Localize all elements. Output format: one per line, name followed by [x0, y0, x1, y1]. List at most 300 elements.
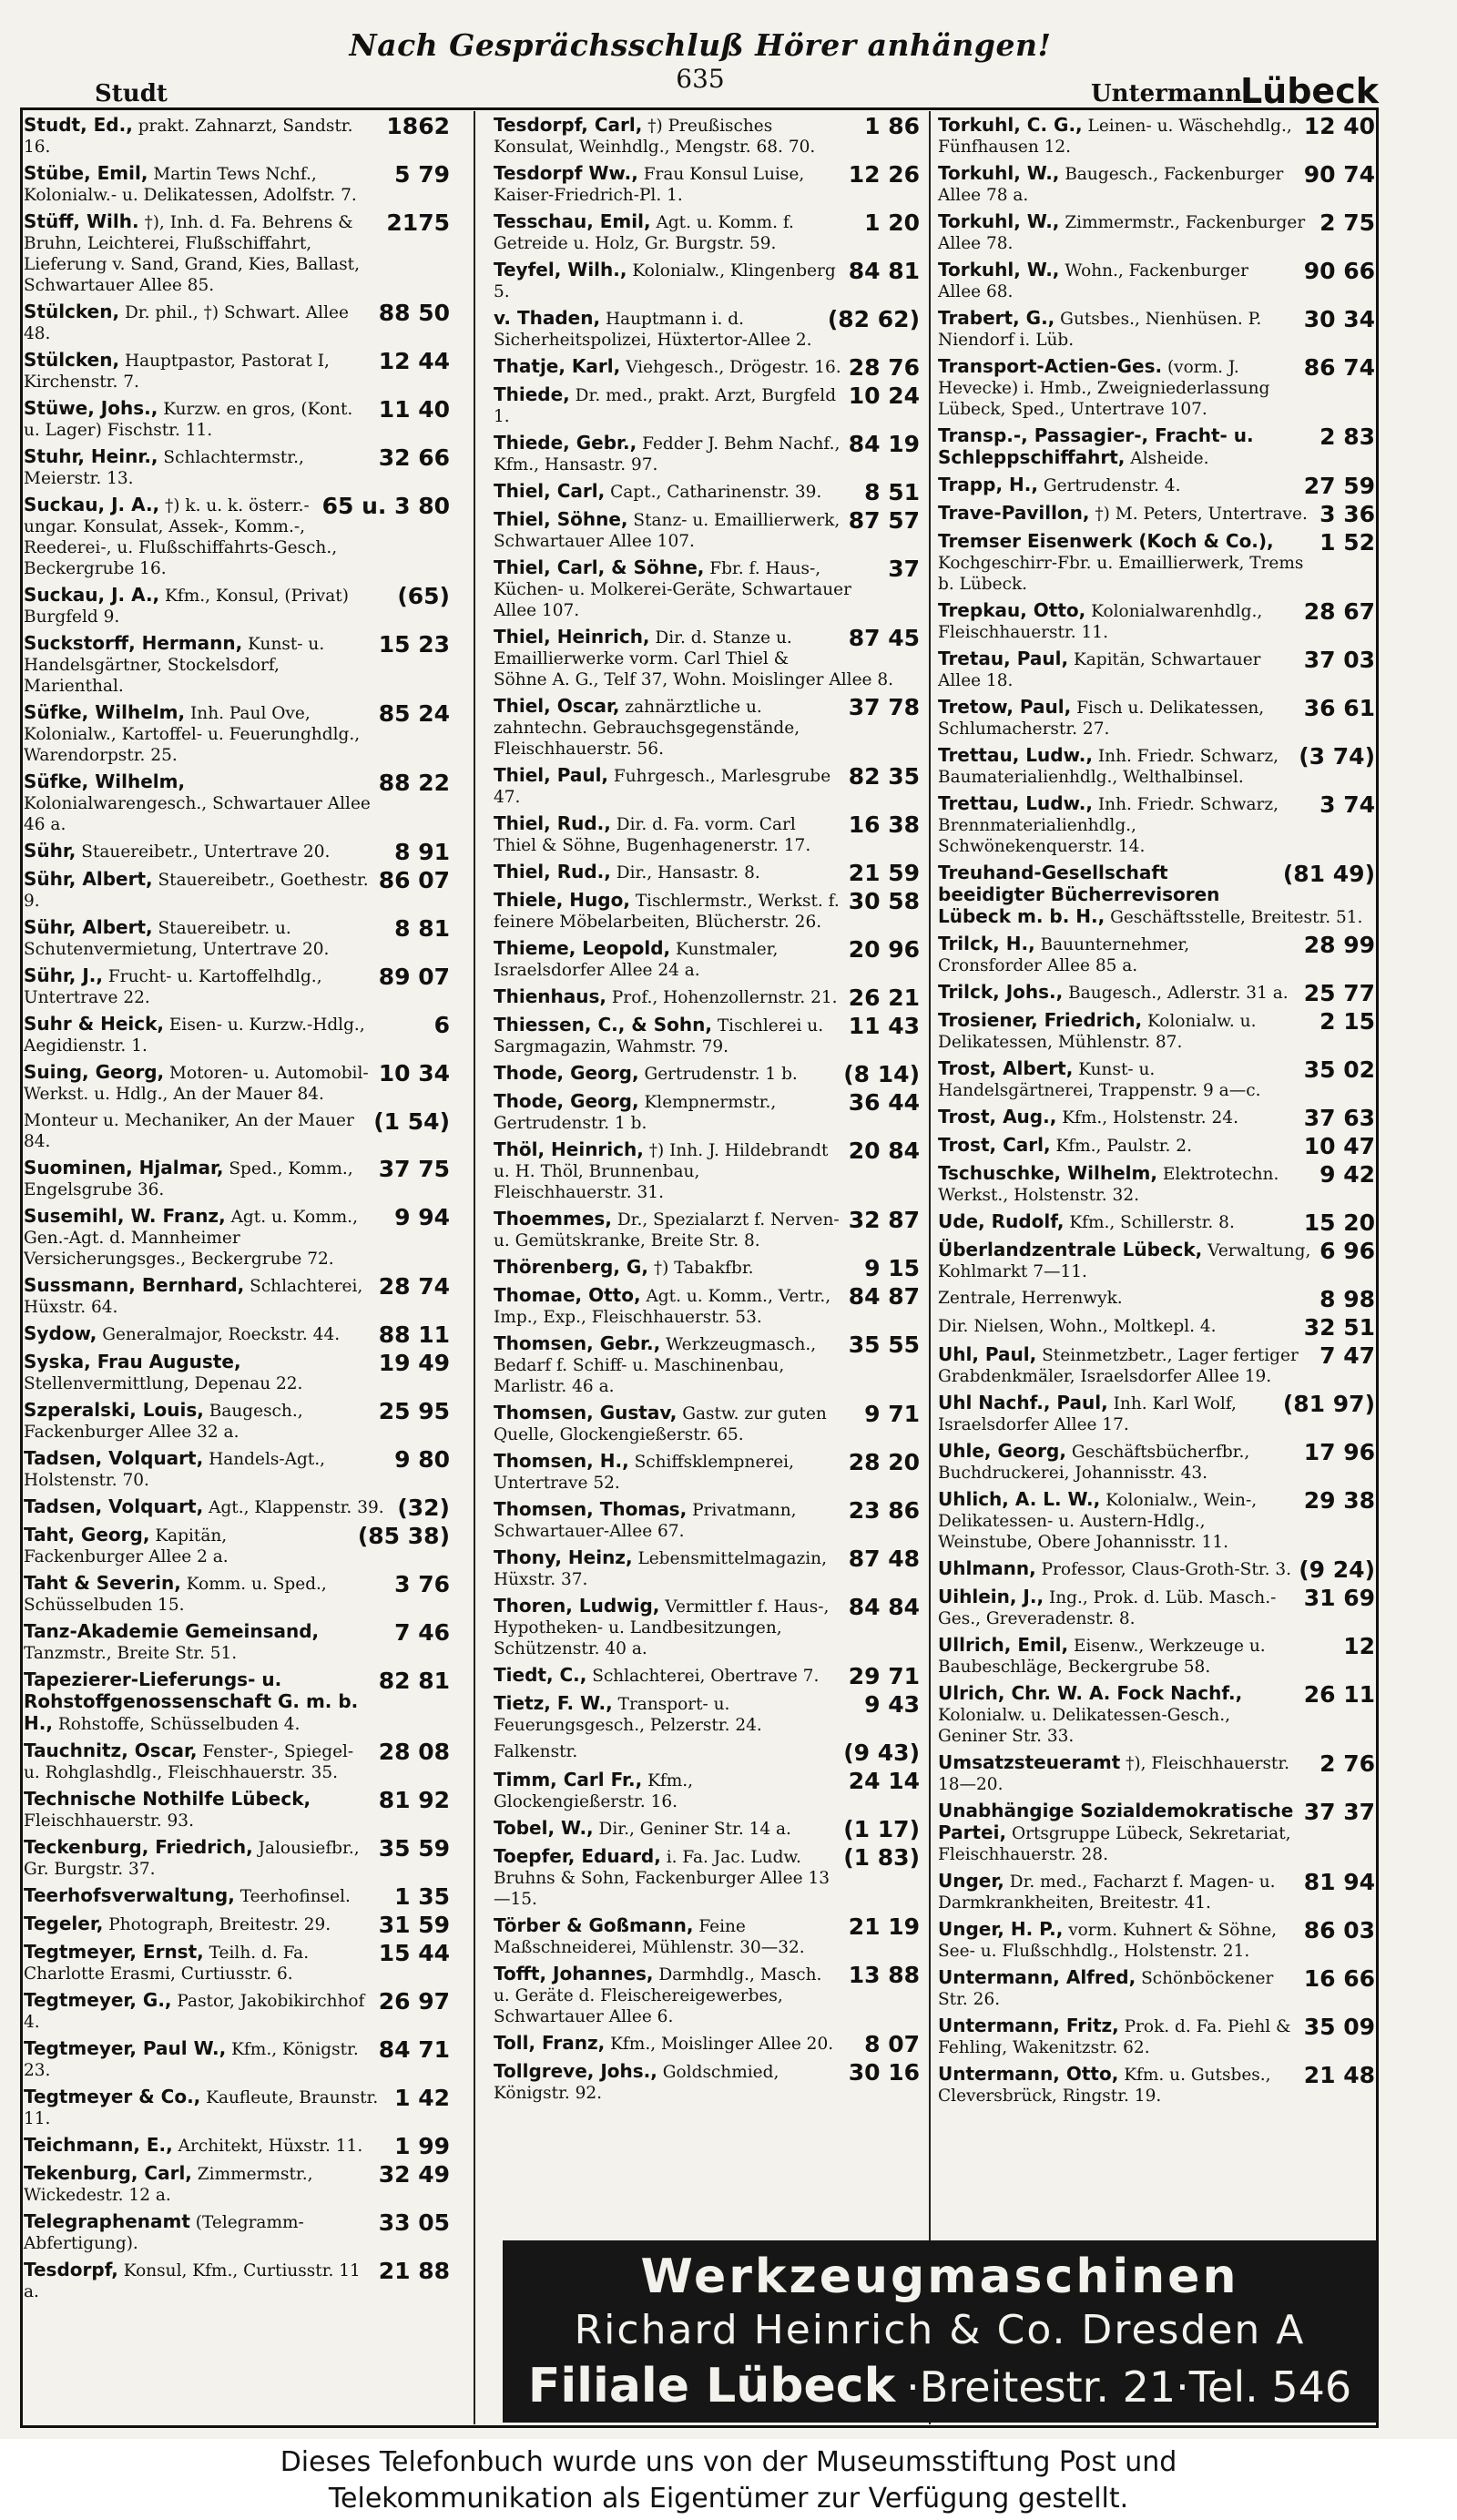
ad-branch-address: ·Breitestr. 21·Tel. 546	[906, 2362, 1352, 2412]
entry-phone-number: 13 88	[848, 1962, 920, 1988]
entry-details: Sped., Komm., Engelsgrube 36.	[24, 1159, 353, 1199]
entry-phone-number: 11 40	[378, 396, 450, 423]
entry-name: Süfke, Wilhelm,	[24, 701, 186, 723]
entry-details: Stauereibetr., Goethestr. 9.	[24, 871, 369, 911]
column-divider	[929, 111, 931, 2424]
entry-name: Toll, Franz,	[494, 2032, 606, 2054]
entry-phone-number: 32 66	[378, 444, 450, 471]
entry-details: Kochgeschirr-Fbr. u. Emaillierwerk, Trems b. Lübeck.	[938, 554, 1304, 594]
entry-phone-number: 81 94	[1303, 1869, 1375, 1895]
listing-entry	[938, 793, 1375, 857]
header-last-entry-word: Untermann	[1091, 80, 1242, 107]
entry-phone-number: 9 43	[864, 1691, 920, 1718]
entry-details: Viehgesch., Drögestr. 16.	[626, 358, 841, 377]
entry-name: Tesdorpf Ww.,	[494, 162, 638, 184]
entry-phone-number: 37 37	[1303, 1799, 1375, 1825]
entry-details: Fuhrgesch., Marlesgrube 47.	[494, 767, 831, 807]
entry-phone-number: 82 81	[378, 1668, 450, 1694]
listing-entry	[494, 1015, 920, 1057]
listing-entry	[494, 1499, 920, 1542]
entry-name: Thienhaus,	[494, 985, 607, 1007]
entry-details: Kfm., Glockengießerstr. 16.	[494, 1771, 694, 1811]
entry-details: Dr. phil., †) Schwart. Allee 48.	[24, 303, 349, 343]
entry-details: Tischlermstr., Werkst. f. feinere Möbelarbeiten, Blücherstr. 26.	[494, 892, 840, 932]
entry-phone-number: 9 71	[864, 1401, 920, 1427]
listing-entry	[938, 1288, 1375, 1311]
listing-entry	[494, 1693, 920, 1736]
listing-entry	[494, 1846, 920, 1910]
entry-name: Uihlein, J.,	[938, 1586, 1044, 1607]
header-city: Lübeck	[1239, 71, 1379, 111]
entry-details: Kunst- u. Handelsgärtner, Stockelsdorf, Marienthal.	[24, 635, 325, 696]
entry-phone-number: 87 57	[848, 507, 920, 534]
page-header	[22, 27, 1379, 109]
entry-phone-number: 28 20	[848, 1449, 920, 1475]
entry-details: Stauereibetr. u. Schutenvermietung, Untertrave 20.	[24, 919, 330, 959]
listing-entry	[938, 1441, 1375, 1484]
entry-details: Capt., Catharinenstr. 39.	[610, 483, 822, 502]
entry-phone-number: 15 44	[378, 1940, 450, 1966]
listing-entry	[494, 260, 920, 302]
listing-entry	[938, 503, 1375, 525]
entry-details: Kolonialw. u. Delikatessen-Gesch., Geniner Str. 33.	[938, 1706, 1230, 1746]
listing-entry	[938, 982, 1375, 1005]
entry-phone-number: 2 83	[1319, 423, 1375, 450]
entry-name: Uhle, Georg,	[938, 1440, 1066, 1462]
listing-entry	[24, 2086, 450, 2129]
entry-details: Inh. Paul Ove, Kolonialw., Kartoffel- u. Feuerunghdlg., Warendorpstr. 25.	[24, 704, 361, 765]
entry-phone-number: 28 67	[1303, 598, 1375, 625]
listing-entry	[938, 934, 1375, 976]
entry-name: Stüwe, Johs.,	[24, 397, 158, 419]
listing-entry	[938, 474, 1375, 497]
entry-phone-number: 28 99	[1303, 932, 1375, 958]
entry-name: Thomsen, Gebr.,	[494, 1332, 661, 1354]
entry-phone-number: (81 49)	[1282, 861, 1375, 887]
entry-details: Inh. Karl Wolf, Israelsdorfer Allee 17.	[938, 1394, 1237, 1434]
entry-name: Unabhängige Sozialdemokratische Partei,	[938, 1800, 1294, 1843]
listing-entry	[494, 1964, 920, 2027]
listing-entry	[938, 115, 1375, 158]
listing-column-1	[24, 115, 450, 2419]
listing-entry	[24, 211, 450, 296]
listing-entry	[494, 163, 920, 206]
entry-details: Kunst- u. Handelsgärtnerei, Trappenstr. 9 a—c.	[938, 1060, 1261, 1100]
listing-entry	[494, 765, 920, 808]
entry-details: Monteur u. Mechaniker, An der Mauer 84.	[24, 1111, 354, 1151]
entry-phone-number: 84 87	[848, 1283, 920, 1310]
entry-name: v. Thaden,	[494, 307, 601, 329]
entry-name: Tegtmeyer, G.,	[24, 1989, 172, 2011]
entry-name: Tremser Eisenwerk (Koch & Co.),	[938, 530, 1274, 552]
listing-entry	[494, 986, 920, 1009]
listing-entry	[494, 557, 920, 621]
entry-details: Wohn., Fackenburger Allee 68.	[938, 261, 1248, 301]
entry-phone-number: 89 07	[378, 964, 450, 990]
listing-entry	[494, 1915, 920, 1958]
entry-phone-number: 33 05	[378, 2209, 450, 2236]
entry-name: Ude, Rudolf,	[938, 1210, 1065, 1232]
entry-details: prakt. Zahnarzt, Sandstr. 16.	[24, 117, 353, 157]
entry-details: Alsheide.	[1130, 449, 1209, 468]
listing-entry	[24, 1062, 450, 1105]
entry-phone-number: 7 46	[394, 1619, 450, 1646]
entry-name: Trettau, Ludw.,	[938, 744, 1093, 766]
listing-entry	[938, 1010, 1375, 1053]
entry-phone-number: 2 76	[1319, 1750, 1375, 1777]
listing-entry	[938, 648, 1375, 691]
entry-details: Kfm., Paulstr. 2.	[1055, 1137, 1192, 1156]
listing-entry	[938, 1586, 1375, 1629]
entry-phone-number: 35 02	[1303, 1056, 1375, 1083]
entry-phone-number: (1 83)	[843, 1844, 920, 1871]
entry-name: Trosiener, Friedrich,	[938, 1009, 1143, 1031]
entry-name: Ulrich, Chr. W. A. Fock Nachf.,	[938, 1682, 1243, 1704]
entry-name: Törber & Goßmann,	[494, 1914, 694, 1936]
listing-entry	[24, 398, 450, 441]
entry-name: Suominen, Hjalmar,	[24, 1157, 224, 1178]
entry-name: Unger,	[938, 1870, 1004, 1892]
entry-details: Martin Tews Nchf., Kolonialw.- u. Delikatessen, Adolfstr. 7.	[24, 165, 357, 205]
entry-phone-number: 30 16	[848, 2059, 920, 2086]
listing-entry	[24, 1885, 450, 1908]
footer-credit	[0, 2439, 1457, 2520]
listing-entry	[938, 1316, 1375, 1339]
entry-phone-number: 29 38	[1303, 1487, 1375, 1514]
entry-phone-number: 3 36	[1319, 501, 1375, 527]
entry-name: Trilck, H.,	[938, 933, 1035, 954]
entry-phone-number: 10 47	[1303, 1133, 1375, 1159]
entry-name: Thiede,	[494, 383, 570, 405]
entry-phone-number: 87 48	[848, 1546, 920, 1572]
entry-name: Taht & Severin,	[24, 1572, 181, 1594]
entry-phone-number: 81 92	[378, 1787, 450, 1813]
entry-phone-number: 27 59	[1303, 473, 1375, 499]
entry-name: Trepkau, Otto,	[938, 599, 1086, 621]
listing-entry	[938, 260, 1375, 302]
entry-name: Thiede, Gebr.,	[494, 432, 637, 454]
entry-details: Gertrudenstr. 1 b.	[644, 1065, 798, 1084]
listing-entry	[24, 1275, 450, 1318]
entry-name: Sussmann, Bernhard,	[24, 1274, 245, 1296]
entry-name: Suhr & Heick,	[24, 1013, 165, 1035]
entry-details: Ortsgruppe Lübeck, Sekretariat, Fleischhauerstr. 28.	[938, 1824, 1291, 1864]
entry-name: Thoemmes,	[494, 1208, 612, 1229]
listing-entry	[24, 495, 450, 579]
listing-entry	[494, 481, 920, 504]
entry-details: vorm. Kuhnert & Söhne, See- u. Flußschhdlg., Holstenstr. 21.	[938, 1921, 1278, 1961]
entry-details: Lebensmittelmagazin, Hüxstr. 37.	[494, 1549, 827, 1589]
listing-entry	[24, 841, 450, 863]
entry-details: Schlachterei, Obertrave 7.	[592, 1667, 820, 1686]
listing-entry	[24, 1014, 450, 1056]
entry-details: Eisen- u. Kurzw.-Hdlg., Aegidienstr. 1.	[24, 1015, 365, 1056]
entry-details: Dir. d. Fa. vorm. Carl Thiel & Söhne, Bugenhagenerstr. 17.	[494, 815, 811, 855]
entry-phone-number: 88 22	[378, 770, 450, 796]
listing-entry	[494, 1257, 920, 1280]
entry-phone-number: (82 62)	[827, 306, 920, 332]
entry-name: Thiele, Hugo,	[494, 889, 630, 911]
listing-entry	[494, 1665, 920, 1688]
listing-entry	[494, 1741, 920, 1764]
entry-phone-number: 21 59	[848, 860, 920, 886]
entry-phone-number: 30 58	[848, 888, 920, 914]
listing-entry	[24, 1400, 450, 1443]
entry-details: Pastor, Jakobikirchhof 4.	[24, 1992, 365, 2032]
entry-name: Tegtmeyer, Paul W.,	[24, 2037, 227, 2059]
entry-phone-number: 15 23	[378, 631, 450, 658]
listing-entry	[494, 1285, 920, 1328]
entry-name: Thiel, Heinrich,	[494, 626, 650, 648]
entry-name: Thöl, Heinrich,	[494, 1138, 644, 1160]
column-divider	[474, 111, 475, 2424]
entry-phone-number: 2 15	[1319, 1008, 1375, 1035]
entry-name: Thomae, Otto,	[494, 1284, 641, 1306]
entry-details: Zimmermstr., Fackenburger Allee 78.	[938, 213, 1306, 253]
entry-phone-number: 1 99	[394, 2133, 450, 2159]
entry-name: Trost, Aug.,	[938, 1106, 1057, 1127]
entry-name: Torkuhl, C. G.,	[938, 114, 1083, 136]
listing-entry	[24, 2135, 450, 2158]
listing-entry	[494, 627, 920, 690]
entry-details: Kolonialw. u. Delikatessen, Mühlenstr. 87.	[938, 1012, 1257, 1052]
entry-phone-number: 28 08	[378, 1739, 450, 1765]
entry-phone-number: 9 15	[864, 1255, 920, 1281]
header-first-entry-word: Studt	[95, 80, 168, 107]
entry-name: Tretau, Paul,	[938, 648, 1069, 669]
entry-phone-number: 90 66	[1303, 258, 1375, 284]
listing-entry	[24, 1573, 450, 1616]
listing-entry	[494, 308, 920, 351]
entry-name: Teckenburg, Friedrich,	[24, 1836, 253, 1858]
listing-entry	[938, 1801, 1375, 1865]
entry-name: Studt, Ed.,	[24, 114, 133, 136]
entry-details: †) Preußisches Konsulat, Weinhdlg., Mengstr. 68. 70.	[494, 117, 816, 157]
entry-details: Frau Konsul Luise, Kaiser-Friedrich-Pl. 1.	[494, 165, 805, 205]
entry-details: †), Inh. d. Fa. Behrens & Bruhn, Leichterei, Flußschiffahrt, Lieferung v. Sand, Grand, Kies, Ballast, Schwartauer Allee 85.	[24, 213, 360, 295]
listing-entry	[938, 1163, 1375, 1206]
entry-name: Sydow,	[24, 1322, 97, 1344]
listing-entry	[24, 1525, 450, 1567]
entry-phone-number: 5 79	[394, 161, 450, 188]
entry-name: Tesdorpf,	[24, 2259, 118, 2280]
listing-entry	[494, 1818, 920, 1841]
entry-name: Telegraphenamt	[24, 2210, 190, 2232]
listing-entry	[938, 531, 1375, 595]
listing-entry	[24, 633, 450, 697]
entry-phone-number: 85 24	[378, 700, 450, 727]
entry-name: Thomsen, Thomas,	[494, 1498, 688, 1520]
entry-name: Untermann, Alfred,	[938, 1966, 1136, 1988]
listing-entry	[494, 938, 920, 981]
entry-name: Tegtmeyer, Ernst,	[24, 1941, 204, 1963]
entry-details: †) Tabakfbr.	[653, 1259, 754, 1278]
entry-phone-number: 86 74	[1303, 354, 1375, 381]
entry-phone-number: 9 94	[394, 1204, 450, 1230]
entry-name: Thony, Heinz,	[494, 1546, 633, 1568]
listing-entry	[24, 585, 450, 627]
entry-details: Kunstmaler, Israelsdorfer Allee 24 a.	[494, 940, 779, 980]
entry-phone-number: 21 88	[378, 2258, 450, 2284]
entry-details: Kfm., Holstenstr. 24.	[1062, 1108, 1238, 1127]
listing-entry	[24, 1837, 450, 1880]
listing-entry	[494, 1139, 920, 1203]
entry-phone-number: 37 78	[848, 694, 920, 720]
entry-phone-number: 15 20	[1303, 1209, 1375, 1236]
entry-name: Thiel, Carl, & Söhne,	[494, 556, 705, 578]
entry-details: Kurzw. en gros, (Kont. u. Lager) Fischstr. 11.	[24, 400, 353, 440]
entry-name: Teyfel, Wilh.,	[494, 259, 627, 281]
entry-details: Hauptmann i. d. Sicherheitspolizei, Hüxtertor-Allee 2.	[494, 310, 812, 350]
entry-phone-number: (85 38)	[357, 1523, 450, 1549]
entry-details: †) M. Peters, Untertrave.	[1095, 505, 1308, 524]
listing-entry	[24, 1990, 450, 2033]
entry-details: Zentrale, Herrenwyk.	[938, 1289, 1123, 1308]
entry-name: Torkuhl, W.,	[938, 210, 1060, 232]
entry-phone-number: (9 24)	[1299, 1556, 1375, 1583]
entry-details: Verwaltung, Kohlmarkt 7—11.	[938, 1241, 1311, 1281]
listing-entry	[24, 446, 450, 489]
listing-entry	[938, 1058, 1375, 1101]
entry-details: Goldschmied, Königstr. 92.	[494, 2063, 779, 2103]
entry-details: Elektrotechn. Werkst., Holstenstr. 32.	[938, 1165, 1279, 1205]
entry-details: Fenster-, Spiegel- u. Rohglashdlg., Fleischhauerstr. 35.	[24, 1742, 354, 1782]
listing-entry	[24, 1448, 450, 1491]
listing-entry	[938, 1393, 1375, 1435]
listing-entry	[24, 2260, 450, 2302]
entry-name: Treuhand-Gesellschaft beeidigter Bücherrevisoren Lübeck m. b. H.,	[938, 862, 1220, 927]
listing-entry	[494, 1451, 920, 1494]
entry-details: Fbr. f. Haus-, Küchen- u. Molkerei-Geräte, Schwartauer Allee 107.	[494, 559, 851, 620]
ad-branch	[503, 2357, 1377, 2426]
entry-phone-number: 12 44	[378, 348, 450, 374]
listing-entry	[24, 917, 450, 960]
entry-details: Kfm., Moislinger Allee 20.	[610, 2035, 834, 2054]
entry-name: Technische Nothilfe Lübeck,	[24, 1788, 311, 1810]
listing-entry	[938, 1135, 1375, 1158]
listing-entry	[24, 1789, 450, 1831]
entry-details: i. Fa. Jac. Ludw. Bruhns & Sohn, Fackenburger Allee 13—15.	[494, 1848, 830, 1909]
entry-phone-number: 11 43	[848, 1013, 920, 1039]
entry-name: Sühr, J.,	[24, 964, 104, 986]
entry-phone-number: 17 96	[1303, 1439, 1375, 1465]
entry-details: Baugesch., Fackenburger Allee 32 a.	[24, 1402, 303, 1442]
entry-details: Kapitän, Fackenburger Allee 2 a.	[24, 1526, 229, 1566]
entry-details: Kfm., Konsul, (Privat) Burgfeld 9.	[24, 587, 349, 627]
entry-phone-number: 8 51	[864, 479, 920, 505]
entry-name: Thiel, Rud.,	[494, 861, 611, 883]
entry-details: Falkenstr.	[494, 1742, 578, 1761]
listing-entry	[494, 1333, 920, 1397]
listing-entry	[938, 1489, 1375, 1553]
entry-name: Trost, Albert,	[938, 1057, 1074, 1079]
entry-phone-number: 29 71	[848, 1663, 920, 1689]
entry-details: Fleischhauerstr. 93.	[24, 1811, 194, 1831]
entry-details: Kfm. u. Gutsbes., Cleversbrück, Ringstr. 19.	[938, 2066, 1271, 2106]
listing-entry	[494, 384, 920, 427]
entry-name: Syska, Frau Auguste,	[24, 1351, 241, 1372]
entry-phone-number: 12 26	[848, 161, 920, 188]
listing-entry	[494, 1403, 920, 1445]
entry-phone-number: 82 35	[848, 763, 920, 790]
entry-name: Tesdorpf, Carl,	[494, 114, 643, 136]
listing-entry	[24, 1352, 450, 1394]
listing-entry	[938, 1240, 1375, 1282]
listing-entry	[24, 1669, 450, 1735]
listing-entry	[494, 1091, 920, 1134]
entry-phone-number: 37 63	[1303, 1105, 1375, 1131]
entry-name: Suckau, J. A.,	[24, 584, 160, 606]
entry-name: Uhl, Paul,	[938, 1343, 1037, 1365]
entry-phone-number: 10 34	[378, 1060, 450, 1087]
entry-name: Uhlich, A. L. W.,	[938, 1488, 1101, 1510]
entry-phone-number: 1 42	[394, 2085, 450, 2111]
entry-phone-number: 3 74	[1319, 791, 1375, 818]
entry-name: Sühr,	[24, 840, 76, 862]
entry-phone-number: 28 76	[848, 354, 920, 381]
entry-phone-number: 26 11	[1303, 1681, 1375, 1708]
entry-name: Teichmann, E.,	[24, 2134, 173, 2156]
entry-phone-number: 28 74	[378, 1273, 450, 1300]
listing-entries	[938, 113, 1375, 2106]
entry-name: Tadsen, Volquart,	[24, 1447, 204, 1469]
entry-phone-number: 84 84	[848, 1594, 920, 1620]
entry-name: Thomsen, Gustav,	[494, 1402, 678, 1423]
listing-entry	[24, 301, 450, 344]
entry-phone-number: 21 48	[1303, 2062, 1375, 2088]
listing-entry	[494, 1063, 920, 1086]
entry-phone-number: 90 74	[1303, 161, 1375, 188]
entry-details: Schiffsklempnerei, Untertrave 52.	[494, 1453, 794, 1493]
entry-phone-number: 86 07	[378, 867, 450, 893]
entry-phone-number: 16 66	[1303, 1965, 1375, 1992]
entry-details: Leinen- u. Wäschehdlg., Fünfhausen 12.	[938, 117, 1292, 157]
entry-name: Trabert, G.,	[938, 307, 1055, 329]
entry-name: Sühr, Albert,	[24, 916, 153, 938]
listing-entry	[24, 1206, 450, 1270]
entry-name: Szperalski, Louis,	[24, 1399, 204, 1421]
listing-entry	[24, 1323, 450, 1346]
entry-phone-number: 32 49	[378, 2161, 450, 2188]
entry-details: Kfm., Schillerstr. 8.	[1069, 1213, 1235, 1232]
header-notice: Nach Gesprächsschluß Hörer anhängen!	[349, 27, 1052, 63]
listing-entry	[24, 350, 450, 393]
entry-details: Schlachtermstr., Meierstr. 13.	[24, 448, 304, 488]
entry-details: Privatmann, Schwartauer-Allee 67.	[494, 1501, 797, 1541]
entry-details: Baugesch., Adlerstr. 31 a.	[1068, 984, 1289, 1003]
entry-details: Stanz- u. Emaillierwerk, Schwartauer Allee 107.	[494, 511, 841, 551]
entry-phone-number: 8 07	[864, 2031, 920, 2057]
entry-name: Thatje, Karl,	[494, 355, 621, 377]
entry-details: Rohstoffe, Schüsselbuden 4.	[57, 1715, 301, 1734]
ad-branch-name: Filiale Lübeck	[527, 2359, 896, 2413]
entry-name: Trettau, Ludw.,	[938, 792, 1093, 814]
listing-entry	[494, 862, 920, 884]
entry-details: Agt. u. Komm. f. Getreide u. Holz, Gr. Burgstr. 59.	[494, 213, 794, 253]
entry-details: Dir., Hansastr. 8.	[616, 863, 760, 883]
listing-entry	[24, 2163, 450, 2206]
listing-entry	[24, 1110, 450, 1152]
entry-phone-number: 1 52	[1319, 529, 1375, 556]
ad-headline: Werkzeugmaschinen	[640, 2250, 1239, 2304]
entry-phone-number: 37 03	[1303, 647, 1375, 673]
listing-entry	[24, 965, 450, 1008]
entry-phone-number: 30 34	[1303, 306, 1375, 332]
entry-name: Thiel, Paul,	[494, 764, 609, 786]
listing-entry	[938, 600, 1375, 643]
entry-name: Tegeler,	[24, 1913, 104, 1934]
entry-phone-number: 84 81	[848, 258, 920, 284]
